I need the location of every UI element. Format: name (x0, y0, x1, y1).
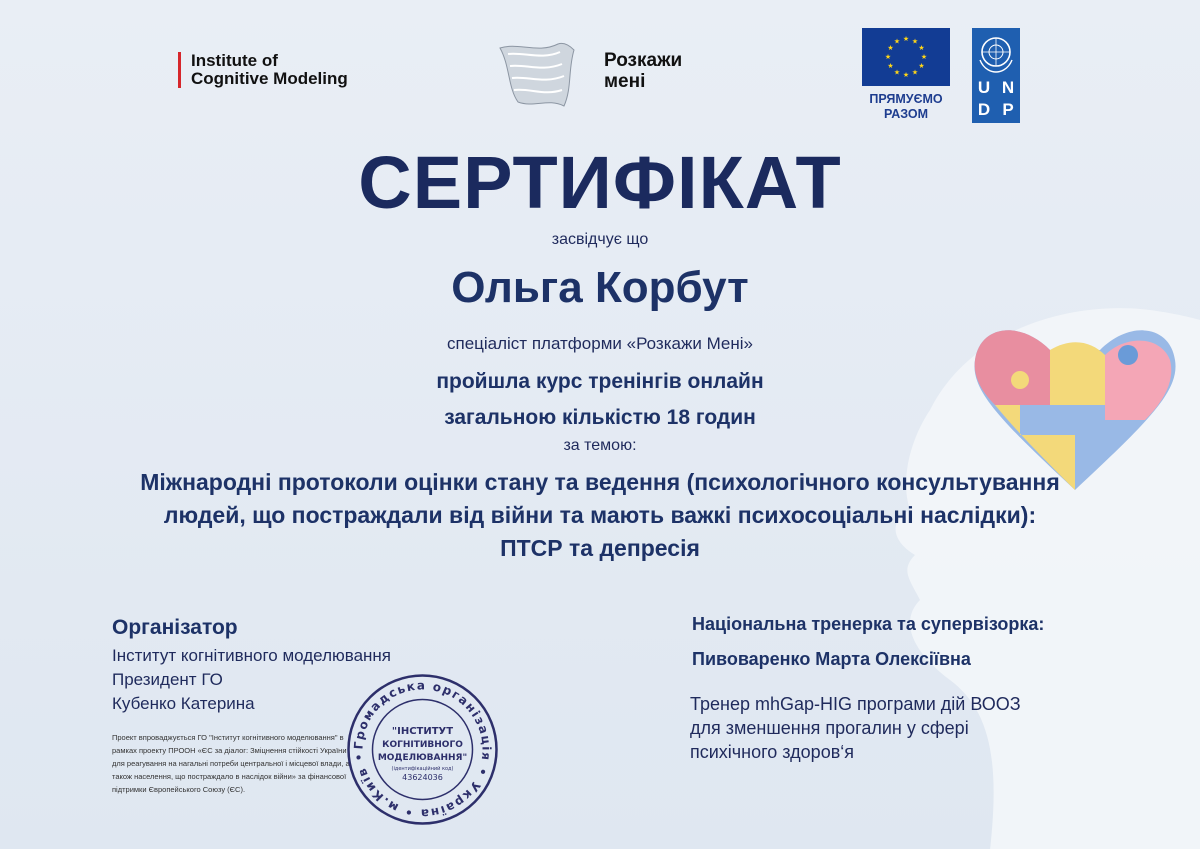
undp-logo (972, 28, 1020, 123)
eu-caption-line-1: ПРЯМУЄМО (869, 92, 943, 106)
rm-logo-line-1: Розкажи (604, 50, 683, 71)
institute-logo-line-1: Institute of (191, 51, 278, 70)
organizer-title: Організатор (112, 616, 238, 639)
stamp-line-3: МОДЕЛЮВАННЯ" (377, 753, 468, 763)
organizer-institute: Інститут когнітивного моделювання (112, 646, 392, 665)
trainer-name: Пивоваренко Марта Олексіївна (692, 649, 971, 669)
recipient-role: спеціаліст платформи «Розкажи Мені» (446, 334, 754, 353)
institute-logo-line-2: Cognitive Modeling (191, 69, 348, 88)
certificate-title: СЕРТИФІКАТ (358, 141, 842, 224)
institute-logo (178, 52, 348, 88)
stamp-code: 43624036 (402, 773, 443, 782)
stamp-code-label: (ідентифікаційний код) (391, 766, 454, 772)
svg-text:★: ★ (920, 53, 928, 61)
organizer-position: Президент ГО (112, 670, 223, 689)
undp-letter-d: D (977, 100, 991, 119)
recipient-name: Ольга Корбут (451, 263, 749, 312)
stamp-ring-text: Громадська організація • Україна • м.Київ • (351, 678, 494, 821)
logo-red-bar (178, 52, 181, 88)
topic-text (0, 466, 1200, 565)
svg-text:★: ★ (887, 62, 894, 70)
course-completed-text: пройшла курс тренінгів онлайн (436, 370, 764, 393)
topic-line-2: людей, що постраждали від війни та мають важкі психосоціальні наслідки): (163, 502, 1037, 528)
svg-text:★: ★ (893, 68, 901, 77)
project-fine-print: Проект впроваджується ГО "Інститут когнітивного моделювання" в рамках проекту ПРООН «ЄС за діалог: Зміцнення стійкості України для реагування на нагальні потреби центральної і місцевої влади, а також населення, що постраждало в наслідок війни» за фінансової підтримки Європейського Союзу (ЄС). (112, 733, 350, 794)
rozkazhy-meni-logo-icon (498, 40, 576, 110)
certifies-text: засвідчує що (551, 231, 649, 248)
stamp-line-2: КОГНІТИВНОГО (382, 740, 463, 750)
rozkazhy-meni-logo-text (604, 50, 682, 92)
undp-letter-p: P (1002, 100, 1014, 119)
organizer-person: Кубенко Катерина (112, 694, 255, 713)
undp-letter-u: U (977, 78, 991, 97)
eu-caption (850, 92, 962, 122)
topic-label: за темою: (563, 437, 637, 454)
un-emblem-icon (972, 30, 1020, 76)
svg-text:★: ★ (918, 44, 925, 52)
svg-text:★: ★ (902, 35, 910, 43)
svg-text:★: ★ (893, 37, 901, 46)
topic-line-3: ПТСР та депресія (500, 535, 700, 561)
topic-line-1: Міжнародні протоколи оцінки стану та ведення (психологічного консультування (140, 469, 1060, 495)
svg-text:★: ★ (911, 37, 919, 46)
svg-text:★: ★ (887, 44, 894, 52)
trainer-title: Національна тренерка та супервізорка: (692, 614, 1045, 634)
svg-text:★: ★ (911, 68, 919, 77)
undp-letter-n: N (1001, 78, 1015, 97)
eu-flag-icon (862, 28, 950, 86)
organization-stamp (345, 672, 500, 827)
eu-caption-line-2: РАЗОМ (883, 107, 929, 121)
course-hours-text: загальною кількістю 18 годин (444, 406, 756, 429)
svg-text:★: ★ (884, 53, 892, 61)
svg-text:★: ★ (918, 62, 925, 70)
trainer-description: Тренер mhGap-HIG програми дій ВООЗ для зменшення прогалин у сфері психічного здоров‘я (690, 694, 1021, 762)
stamp-line-1: "ІНСТИТУТ (391, 726, 454, 737)
svg-text:★: ★ (902, 71, 910, 79)
rm-logo-line-2: мені (604, 71, 646, 92)
